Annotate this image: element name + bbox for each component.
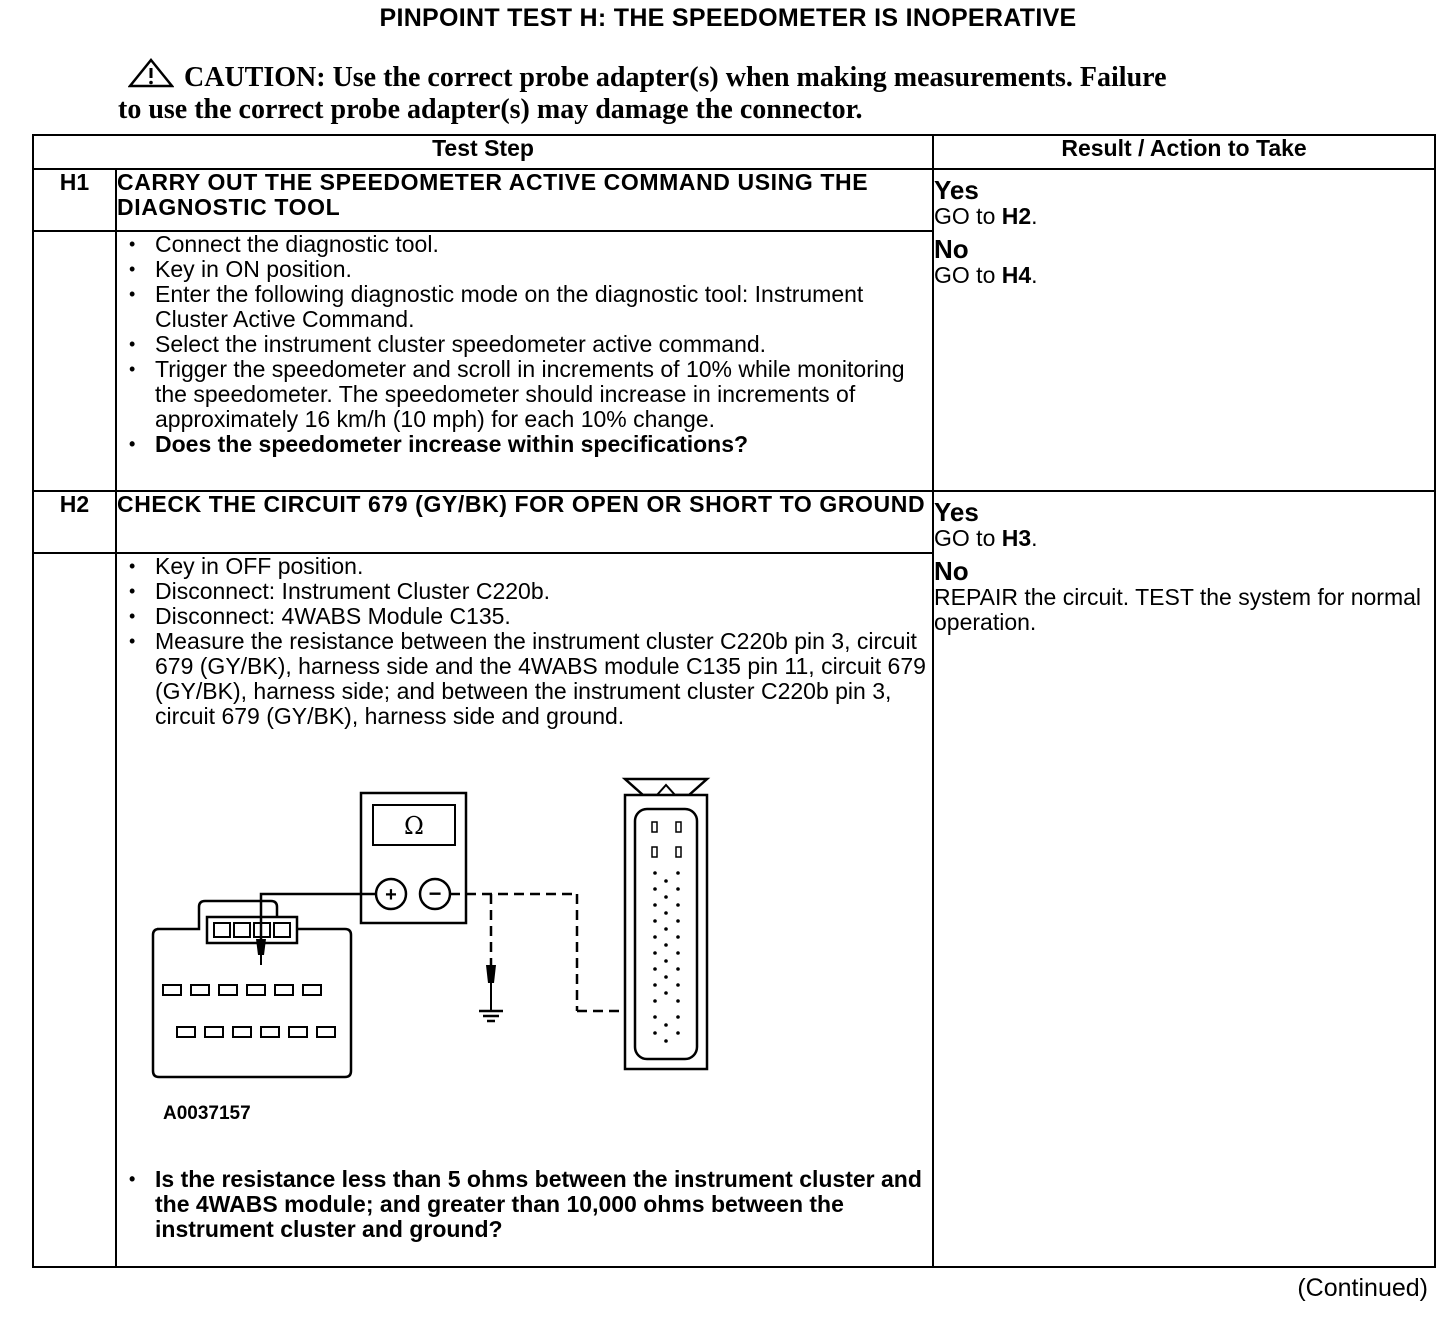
list-item: • Trigger the speedometer and scroll in increments of 10% while monitoring the speedometer. The speedometer should increase in increments of approximately 16 km/h (10 mph) for each 10% change. (117, 357, 932, 432)
page-title: PINPOINT TEST H: THE SPEEDOMETER IS INOPERATIVE (379, 4, 1077, 32)
list-item: • Key in OFF position. (117, 554, 932, 579)
svg-text:−: − (428, 881, 442, 906)
list-item: • Enter the following diagnostic mode on the diagnostic tool: Instrument Cluster Active Command. (117, 282, 932, 332)
caution-note (118, 58, 1378, 126)
diagram-svg (117, 729, 887, 1149)
list-item: • Measure the resistance between the instrument cluster C220b pin 3, circuit 679 (GY/BK), harness side and the 4WABS module C135 pin 11, circuit 679 (GY/BK), harness side; and between the instrument cluster C220b pin 3, circuit 679 (GY/BK), harness side and ground. (117, 629, 932, 729)
instrument-cluster-connector (153, 901, 351, 1077)
h2-yes-label: Yes (934, 497, 979, 527)
step-h1-heading: CARRY OUT THE SPEEDOMETER ACTIVE COMMAND USING THE DIAGNOSTIC TOOL (116, 169, 933, 231)
continued-label: (Continued) (1297, 1274, 1428, 1302)
step-h1-heading-row (33, 169, 1435, 231)
meter-symbol: Ω (404, 812, 424, 840)
list-item: • Connect the diagnostic tool. (117, 232, 932, 257)
caution-label: CAUTION: (184, 62, 326, 93)
ohmmeter-icon (361, 793, 466, 923)
step-h2-body (116, 553, 933, 1267)
step-id-h2: H2 (33, 491, 116, 553)
h2-yes-target: H3 (1001, 525, 1032, 551)
h2-no-label: No (934, 556, 969, 586)
step-id-h1: H1 (33, 169, 116, 231)
h1-no-action: GO to H4. (934, 262, 1038, 288)
4wabs-module-connector (625, 779, 707, 1069)
step-h2-result (933, 491, 1435, 1267)
h1-no-target: H4 (1001, 262, 1032, 288)
list-item: • Key in ON position. (117, 257, 932, 282)
step-h2-question: • Is the resistance less than 5 ohms between the instrument cluster and the 4WABS module; and greater than 10,000 ohms between the instrument cluster and ground? (117, 1167, 932, 1242)
list-item: • Disconnect: Instrument Cluster C220b. (117, 579, 932, 604)
warning-triangle-icon (128, 58, 174, 88)
list-item: • Select the instrument cluster speedometer active command. (117, 332, 932, 357)
step-h1-list (117, 232, 932, 457)
step-h2-list (117, 554, 932, 729)
step-h1-question: • Does the speedometer increase within specifications? (117, 432, 932, 457)
h1-yes-target: H2 (1001, 203, 1032, 229)
table-header-row (33, 135, 1435, 169)
list-item: • Disconnect: 4WABS Module C135. (117, 604, 932, 629)
col-header-test-step: Test Step (33, 135, 933, 169)
resistance-test-diagram (117, 729, 887, 1149)
step-h2-heading-row (33, 491, 1435, 553)
pinpoint-table (32, 134, 1436, 1268)
ground-icon (479, 1011, 503, 1021)
h1-yes-action: GO to H2. (934, 203, 1038, 229)
step-h2-heading: CHECK THE CIRCUIT 679 (GY/BK) FOR OPEN OR SHORT TO GROUND (116, 491, 933, 553)
step-h1-body (116, 231, 933, 491)
h1-yes-label: Yes (934, 175, 979, 205)
h2-no-action: REPAIR the circuit. TEST the system for normal operation. (934, 584, 1422, 635)
step-h1-result (933, 169, 1435, 491)
h1-no-label: No (934, 234, 969, 264)
step-h2-question-list (117, 1167, 932, 1242)
caution-line-2: to use the correct probe adapter(s) may damage the connector. (118, 94, 863, 125)
svg-text:+: + (385, 884, 397, 906)
caution-text-1: Use the correct probe adapter(s) when making measurements. Failure (332, 62, 1167, 93)
col-header-result: Result / Action to Take (933, 135, 1435, 169)
h2-yes-action: GO to H3. (934, 525, 1038, 551)
caution-line-1 (118, 58, 1378, 94)
figure-id: A0037157 (163, 1103, 251, 1124)
